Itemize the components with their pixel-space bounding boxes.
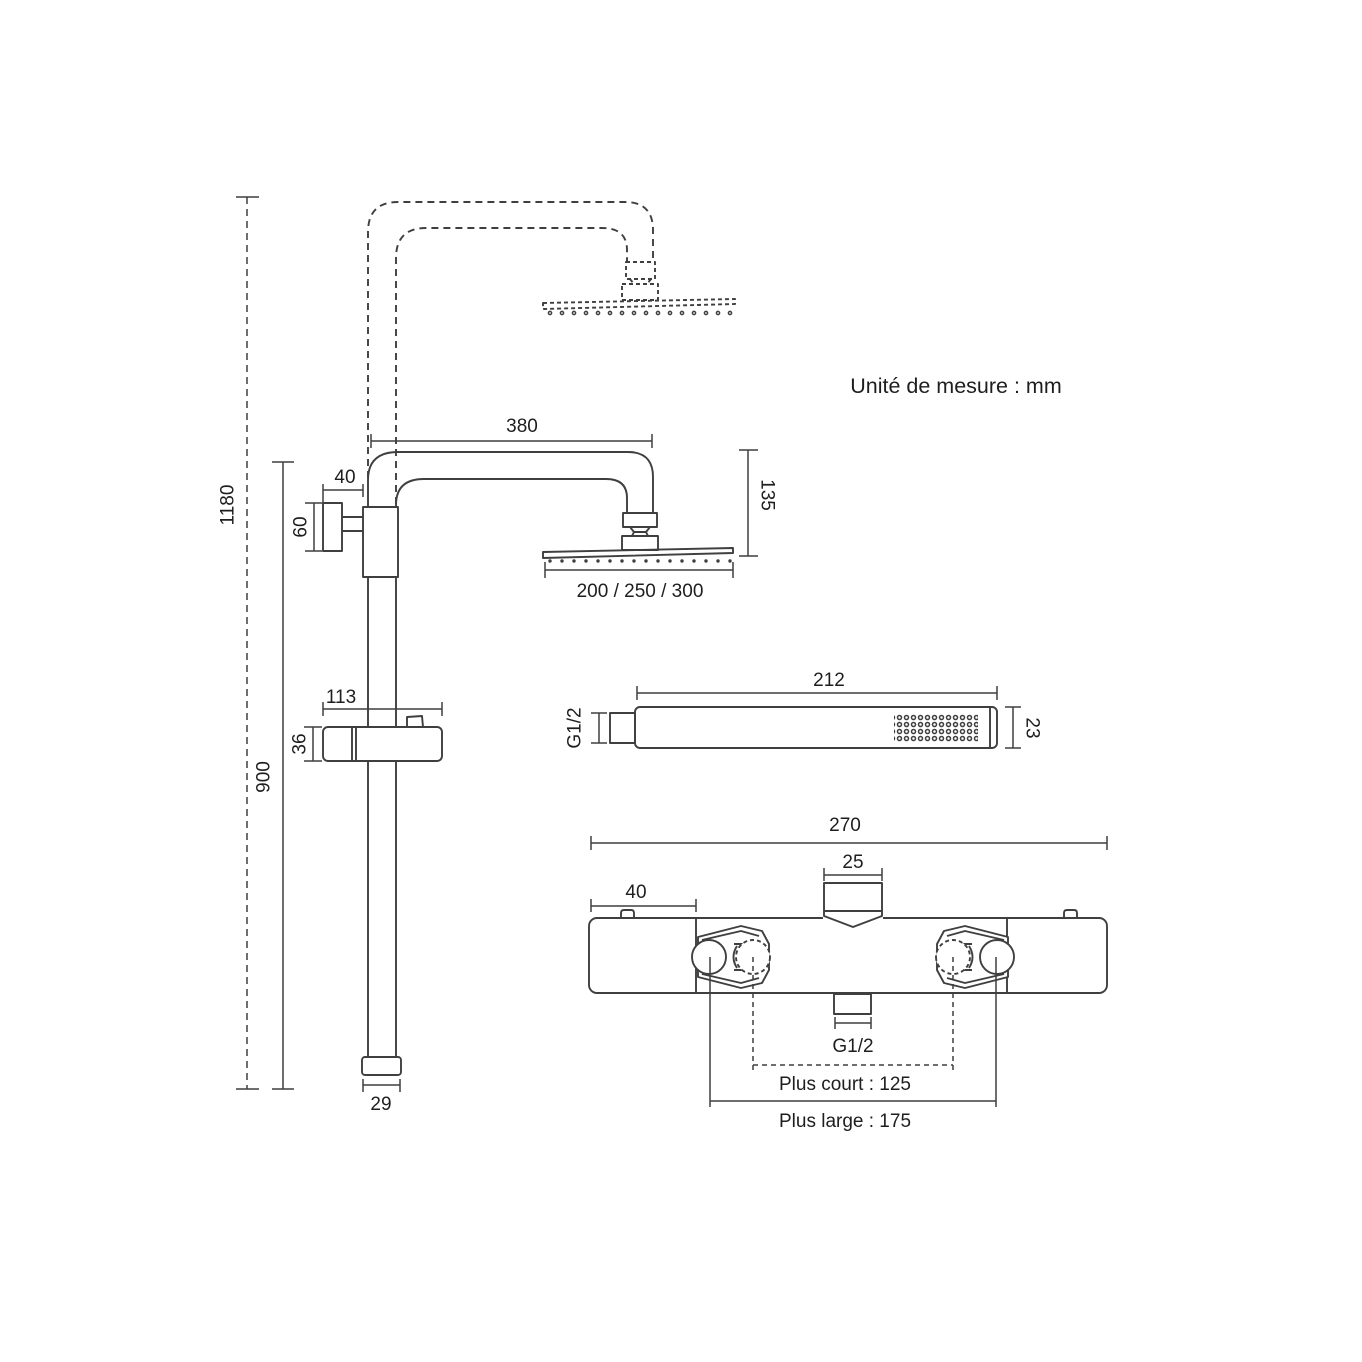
upper-joint-block xyxy=(363,507,398,577)
dim-mixer-outlet-thread: G1/2 xyxy=(832,1036,874,1057)
hand-shower-thread xyxy=(610,713,635,743)
dim-rail-cap-width: 29 xyxy=(370,1094,392,1115)
hand-shower-spray-face xyxy=(894,714,978,742)
head-connector xyxy=(622,513,658,550)
dim-arm-reach: 380 xyxy=(506,416,538,437)
mixer-drawing xyxy=(589,815,1107,1132)
dim-slider-length: 113 xyxy=(325,687,357,708)
dim-head-drop: 135 xyxy=(756,479,778,511)
slider-bracket xyxy=(323,716,442,761)
wall-bracket xyxy=(323,503,363,551)
rail-bottom-cap xyxy=(362,1057,401,1075)
mixer-right-tab xyxy=(1064,910,1077,918)
mixer-left-handle xyxy=(692,926,770,1107)
dim-mixer-width: 270 xyxy=(829,815,861,836)
dim-bracket-size: 60 xyxy=(290,516,312,538)
mixer-body xyxy=(589,918,1107,993)
mixer-left-knob xyxy=(692,940,726,974)
dim-mixer-centers-wide: Plus large : 175 xyxy=(778,1111,912,1132)
mixer-right-handle xyxy=(936,926,1014,1107)
mixer-right-knob xyxy=(980,940,1014,974)
units-note: Unité de mesure : mm xyxy=(850,374,1062,398)
head-nozzles xyxy=(548,559,731,562)
raised-arm-ghost xyxy=(368,202,735,504)
dim-rail-length: 900 xyxy=(253,761,275,793)
dim-hand-shower-thread: G1/2 xyxy=(564,707,586,749)
dim-bracket-offset: 40 xyxy=(334,467,356,488)
hand-shower-drawing xyxy=(565,670,1043,749)
shower-arm xyxy=(368,452,653,513)
mixer-top-inlet xyxy=(823,883,883,927)
dim-head-diameters: 200 / 250 / 300 xyxy=(576,581,704,602)
dim-overall-height: 1180 xyxy=(217,484,239,526)
dim-mixer-centers-short: Plus court : 125 xyxy=(778,1074,912,1095)
dim-hand-shower-length: 212 xyxy=(813,670,845,691)
dim-hand-shower-diameter: 23 xyxy=(1021,717,1043,739)
dim-mixer-inlet-width: 25 xyxy=(842,852,864,873)
mixer-left-tab xyxy=(621,910,634,918)
rail xyxy=(368,577,396,1057)
ghost-head-nozzles xyxy=(548,311,731,314)
dim-mixer-edge-offset: 40 xyxy=(625,882,647,903)
shower-head-plate xyxy=(543,548,733,558)
mixer-bottom-outlet xyxy=(834,994,871,1014)
dim-slider-height: 36 xyxy=(289,733,311,755)
